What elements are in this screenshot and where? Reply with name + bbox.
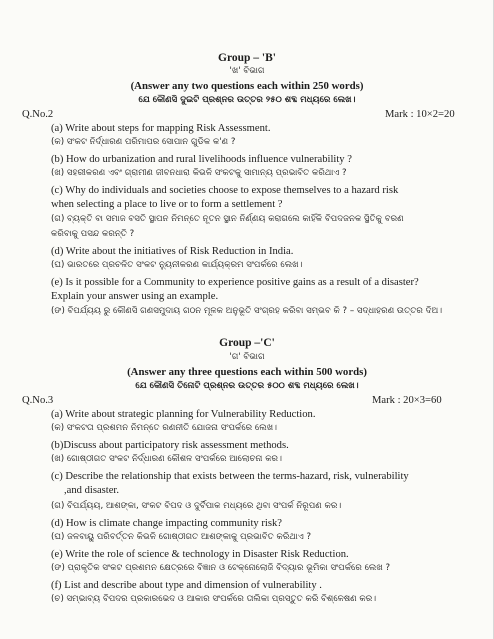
- q3-line-odia: (ଖ) ଗୋଷ୍ଠୀଗତ ସଂକଟ ନିର୍ଦ୍ଧାରଣ କୌଶଳ ସଂପର୍କରେ ଆଲୋଚନା କର।: [51, 454, 282, 464]
- q2-line-odia: (ଗ) ବ୍ୟକ୍ତି ବା ସମାଜ ବସତି ସ୍ଥାପନ ନିମନ୍ତେ ନୂତନ ସ୍ଥାନ ନିର୍ଣ୍ଣୟ କରାଗଲେ କାହିଁକି ବିପଦଜନକ ସ୍ଥିତିକୁ ବରଣ: [51, 214, 404, 224]
- q3-line: (b)Discuss about participatory risk assessment methods.: [51, 440, 289, 451]
- q3-line: ,and disaster.: [64, 485, 120, 496]
- q3-line: (f) List and describe about type and dimension of vulnerability .: [51, 580, 322, 591]
- q2-line: when selecting a place to live or to form a settlement ?: [51, 199, 283, 210]
- question-number-3: Q.No.3: [22, 395, 54, 406]
- group-c-title: Group –'C': [219, 337, 275, 349]
- q2-line-odia: (କ) ସଂକଟ ନିର୍ଦ୍ଧାରଣ ପରିମାପର ସୋପାନ ଗୁଡିକ କ'ଣ ?: [51, 137, 236, 147]
- q2-line: (d) Write about the initiatives of Risk Reduction in India.: [51, 246, 294, 257]
- q3-line: (c) Describe the relationship that exists between the terms-hazard, risk, vulnerability: [51, 471, 409, 482]
- q3-line-odia: (ଗ) ବିପର୍ଯ୍ୟୟ, ଆଶଙ୍କା, ସଂକଟ ବିପଦ ଓ ଦୁର୍ବିପାକ ମଧ୍ୟରେ ଥିବା ସଂପର୍କ ନିରୂପଣ କର।: [51, 501, 342, 511]
- q2-line: (b) How do urbanization and rural livelihoods influence vulnerability ?: [51, 154, 352, 165]
- group-b-instruction: (Answer any two questions each within 250 words): [130, 80, 364, 92]
- group-c-instruction: (Answer any three questions each within 500 words): [127, 366, 367, 378]
- q2-line: (c) Why do individuals and societies choose to expose themselves to a hazard risk: [51, 185, 399, 196]
- question-2-marks: Mark : 10×2=20: [385, 109, 455, 120]
- group-b-title: Group – 'B': [218, 52, 276, 64]
- group-c-title-odia: 'ଗ' ବିଭାଗ: [229, 352, 265, 362]
- q3-line: (a) Write about strategic planning for Vulnerability Reduction.: [51, 409, 316, 420]
- q3-line: (d) How is climate change impacting community risk?: [51, 518, 282, 529]
- group-b-instruction-odia: ଯେ କୌଣସି ଦୁଇଟି ପ୍ରଶ୍ନର ଉତ୍ତର ୨୫୦ ଶବ୍ଦ ମଧ୍ୟରେ ଲେଖ।: [138, 95, 356, 105]
- group-c-instruction-odia: ଯେ କୌଣସି ତିନୋଟି ପ୍ରଶ୍ନର ଉତ୍ତର ୫୦୦ ଶବ୍ଦ ମଧ୍ୟରେ ଲେଖ।: [135, 381, 359, 391]
- question-number-2: Q.No.2: [22, 109, 54, 120]
- q2-line-odia: (ଖ) ସହରୀକରଣ ଏବଂ ଗ୍ରାମୀଣ ଜୀବନଧାରା କିଭଳି ସଂକଟକୁ ସାମାନ୍ୟ ପ୍ରଭାବିତ କରିଥାଏ ?: [51, 168, 347, 178]
- q2-line-odia: କରିବାକୁ ପସନ୍ଦ କରନ୍ତି ?: [51, 229, 135, 239]
- q3-line-odia: (ଘ) ଜଳବାୟୁ ପରିବର୍ତ୍ତନ କିଭଳି ଗୋଷ୍ଠୀଗତ ଆଶଙ୍କାକୁ ପ୍ରଭାବିତ କରିଥାଏ ?: [51, 532, 312, 542]
- q3-line: (e) Write the role of science & technology in Disaster Risk Reduction.: [51, 549, 349, 560]
- q3-line-odia: (ଚ) ସମ୍ଭାବ୍ୟ ବିପଦର ପ୍ରକାରଭେଦ ଓ ଆକାର ସଂପର୍କରେ ତାଲିକା ପ୍ରସ୍ତୁତ କରି ବିଶ୍ଳେଷଣ କର।: [51, 594, 377, 604]
- q2-line: (a) Write about steps for mapping Risk Assessment.: [51, 123, 271, 134]
- q3-line-odia: (ଙ) ପ୍ରାକୃତିକ ସଂକଟ ପ୍ରଶମନ କ୍ଷେତ୍ରରେ ବିଜ୍ଞାନ ଓ ଟେକ୍ନୋଲୋଜି ବିଦ୍ୟାର ଭୂମିକା ସଂପର୍କରେ ଲେଖ ?: [51, 563, 391, 573]
- group-b-title-odia: 'ଖ' ବିଭାଗ: [229, 66, 265, 76]
- q2-line-odia: (ଙ) ବିପର୍ଯ୍ୟୟ ରୁ କୌଣସି ଗଣସମୁଦାୟ ଗଠନ ମୂଳକ ଅନୁଭୂତି ସଂଗ୍ରହ କରିବା ସମ୍ଭବ କି ? – ସଦ୍ଧାହରଣ ଉତ୍ତର ଦିଅ।: [51, 306, 443, 316]
- question-3-marks: Mark : 20×3=60: [372, 395, 442, 406]
- q2-line: Explain your answer using an example.: [51, 291, 219, 302]
- q2-line: (e) Is it possible for a Community to experience positive gains as a result of a disaster?: [51, 277, 419, 288]
- q3-line-odia: (କ) ସଂକଟତା ପ୍ରଶମନ ନିମନ୍ତେ ରଣନୀତି ଯୋଜନା ସଂପର୍କରେ ଲେଖ।: [51, 423, 277, 433]
- q2-line-odia: (ଘ) ଭାରତରେ ପ୍ରଚଳିତ ସଂକଟ ନ୍ୟୁନୀକରଣ କାର୍ଯ୍ୟକ୍ରମ ସଂପର୍କରେ ଲେଖ।: [51, 260, 303, 270]
